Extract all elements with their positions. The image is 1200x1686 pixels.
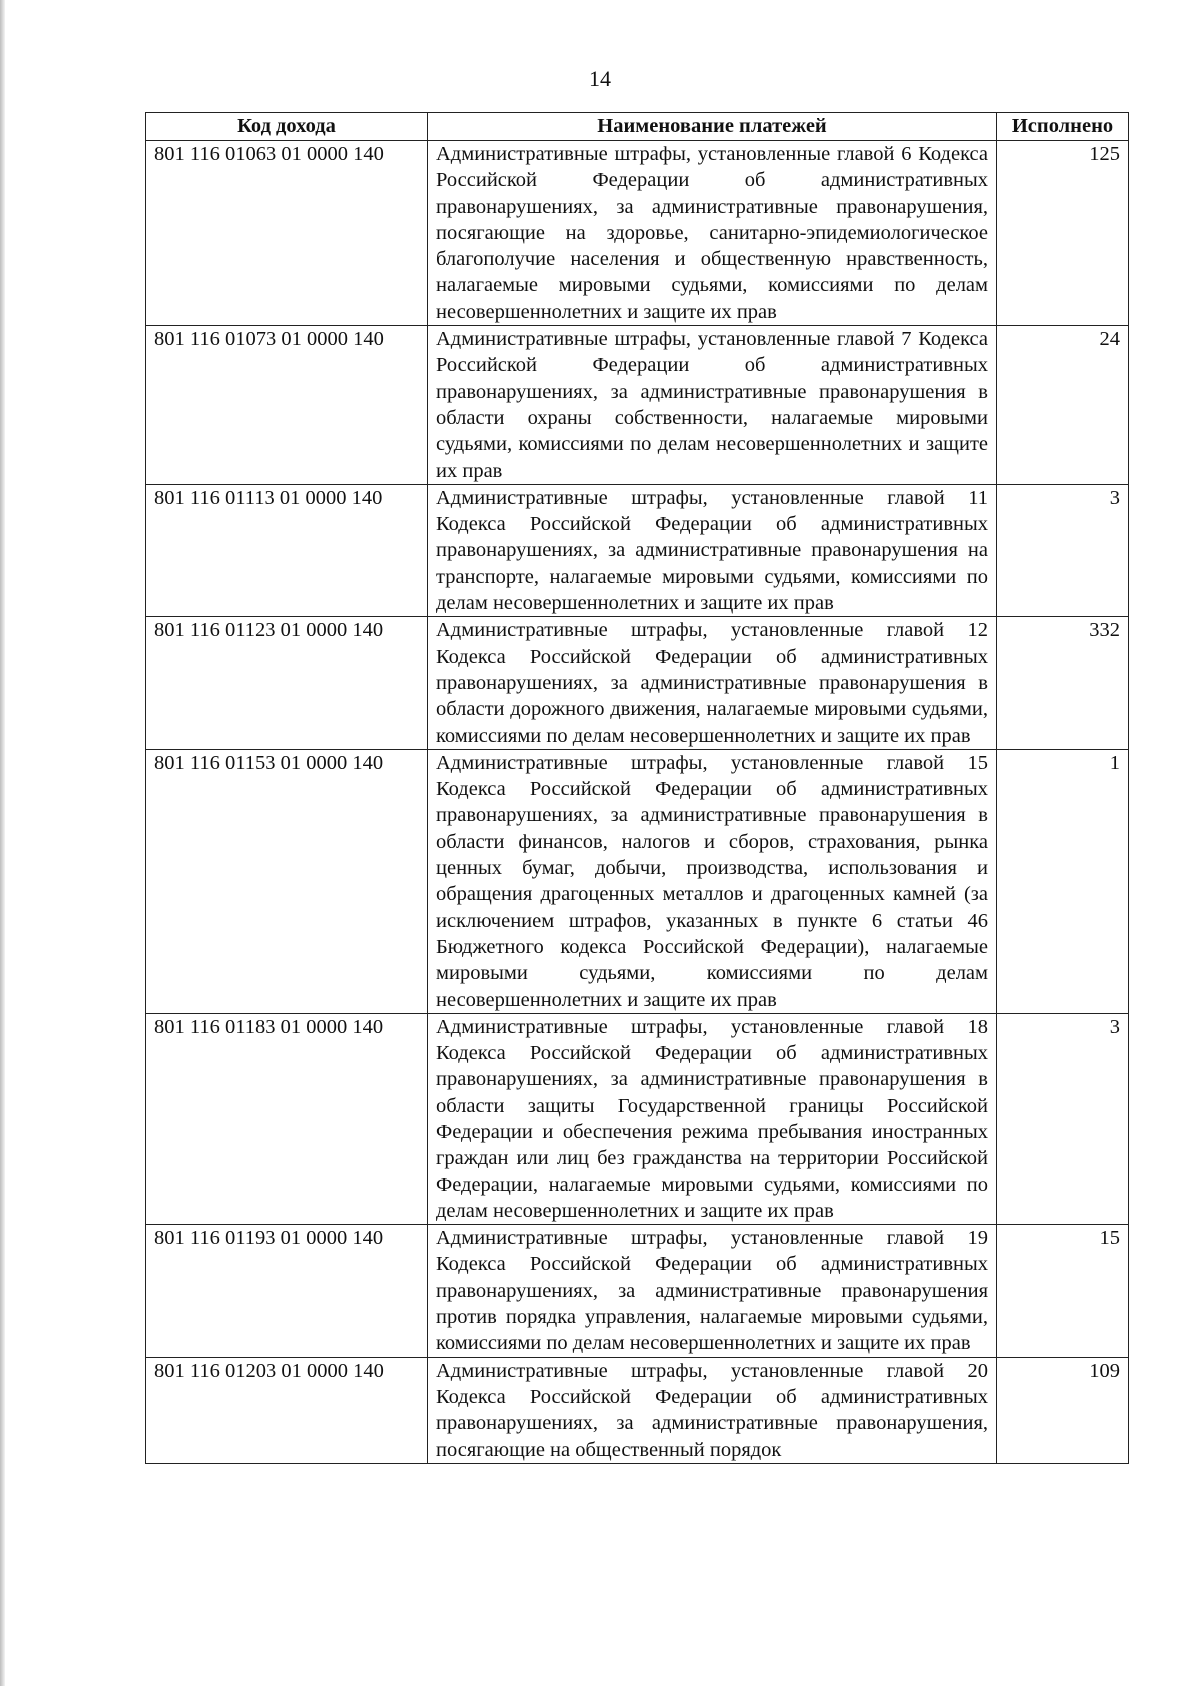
row-code: 801 116 01183 01 0000 140 xyxy=(146,1013,428,1224)
row-executed: 24 xyxy=(997,326,1129,485)
table-row xyxy=(146,1013,1129,1224)
table-header-row xyxy=(146,113,1129,141)
table-row xyxy=(146,617,1129,749)
table-row xyxy=(146,1225,1129,1357)
header-name: Наименование платежей xyxy=(428,113,997,141)
row-name: Административные штрафы, установленные главой 11 Кодекса Российской Федерации об административных правонарушениях, за административные правонарушения на транспорте, налагаемые мировыми судьями, комиссиями по делам несовершеннолетних и защите их прав xyxy=(428,484,997,616)
page-number: 14 xyxy=(589,66,611,91)
row-code: 801 116 01113 01 0000 140 xyxy=(146,484,428,616)
row-executed: 15 xyxy=(997,1225,1129,1357)
row-name: Административные штрафы, установленные главой 20 Кодекса Российской Федерации об административных правонарушениях, за административные правонарушения, посягающие на общественный порядок xyxy=(428,1357,997,1463)
row-name: Административные штрафы, установленные главой 7 Кодекса Российской Федерации об административных правонарушениях, за административные правонарушения в области охраны собственности, налагаемые мировыми судьями, комиссиями по делам несовершеннолетних и защите их прав xyxy=(428,326,997,485)
table-row xyxy=(146,141,1129,326)
row-name: Административные штрафы, установленные главой 12 Кодекса Российской Федерации об административных правонарушениях, за административные правонарушения в области дорожного движения, налагаемые мировыми судьями, комиссиями по делам несовершеннолетних и защите их прав xyxy=(428,617,997,749)
row-code: 801 116 01193 01 0000 140 xyxy=(146,1225,428,1357)
scan-edge xyxy=(0,0,5,1686)
header-code: Код дохода xyxy=(146,113,428,141)
row-executed: 109 xyxy=(997,1357,1129,1463)
row-name: Административные штрафы, установленные главой 6 Кодекса Российской Федерации об административных правонарушениях, за административные правонарушения, посягающие на здоровье, санитарно-эпидемиологическое благополучие населения и общественную нравственность, налагаемые мировыми судьями, комиссиями по делам несовершеннолетних и защите их прав xyxy=(428,141,997,326)
row-code: 801 116 01063 01 0000 140 xyxy=(146,141,428,326)
row-name: Административные штрафы, установленные главой 19 Кодекса Российской Федерации об административных правонарушениях, за административные правонарушения против порядка управления, налагаемые мировыми судьями, комиссиями по делам несовершеннолетних и защите их прав xyxy=(428,1225,997,1357)
row-code: 801 116 01073 01 0000 140 xyxy=(146,326,428,485)
revenue-table xyxy=(145,112,1129,1464)
row-executed: 3 xyxy=(997,484,1129,616)
table-row xyxy=(146,1357,1129,1463)
row-executed: 332 xyxy=(997,617,1129,749)
table-row xyxy=(146,749,1129,1013)
table-row xyxy=(146,326,1129,485)
row-name: Административные штрафы, установленные главой 15 Кодекса Российской Федерации об административных правонарушениях, за административные правонарушения в области финансов, налогов и сборов, страхования, рынка ценных бумаг, добычи, производства, использования и обращения драгоценных металлов и драгоценных камней (за исключением штрафов, указанных в пункте 6 статьи 46 Бюджетного кодекса Российской Федерации), налагаемые мировыми судьями, комиссиями по делам несовершеннолетних и защите их прав xyxy=(428,749,997,1013)
header-executed: Исполнено xyxy=(997,113,1129,141)
row-code: 801 116 01153 01 0000 140 xyxy=(146,749,428,1013)
row-executed: 125 xyxy=(997,141,1129,326)
table-row xyxy=(146,484,1129,616)
row-code: 801 116 01203 01 0000 140 xyxy=(146,1357,428,1463)
row-executed: 1 xyxy=(997,749,1129,1013)
row-name: Административные штрафы, установленные главой 18 Кодекса Российской Федерации об административных правонарушениях, за административные правонарушения в области защиты Государственной границы Российской Федерации и обеспечения режима пребывания иностранных граждан или лиц без гражданства на территории Российской Федерации, налагаемые мировыми судьями, комиссиями по делам несовершеннолетних и защите их прав xyxy=(428,1013,997,1224)
row-code: 801 116 01123 01 0000 140 xyxy=(146,617,428,749)
row-executed: 3 xyxy=(997,1013,1129,1224)
